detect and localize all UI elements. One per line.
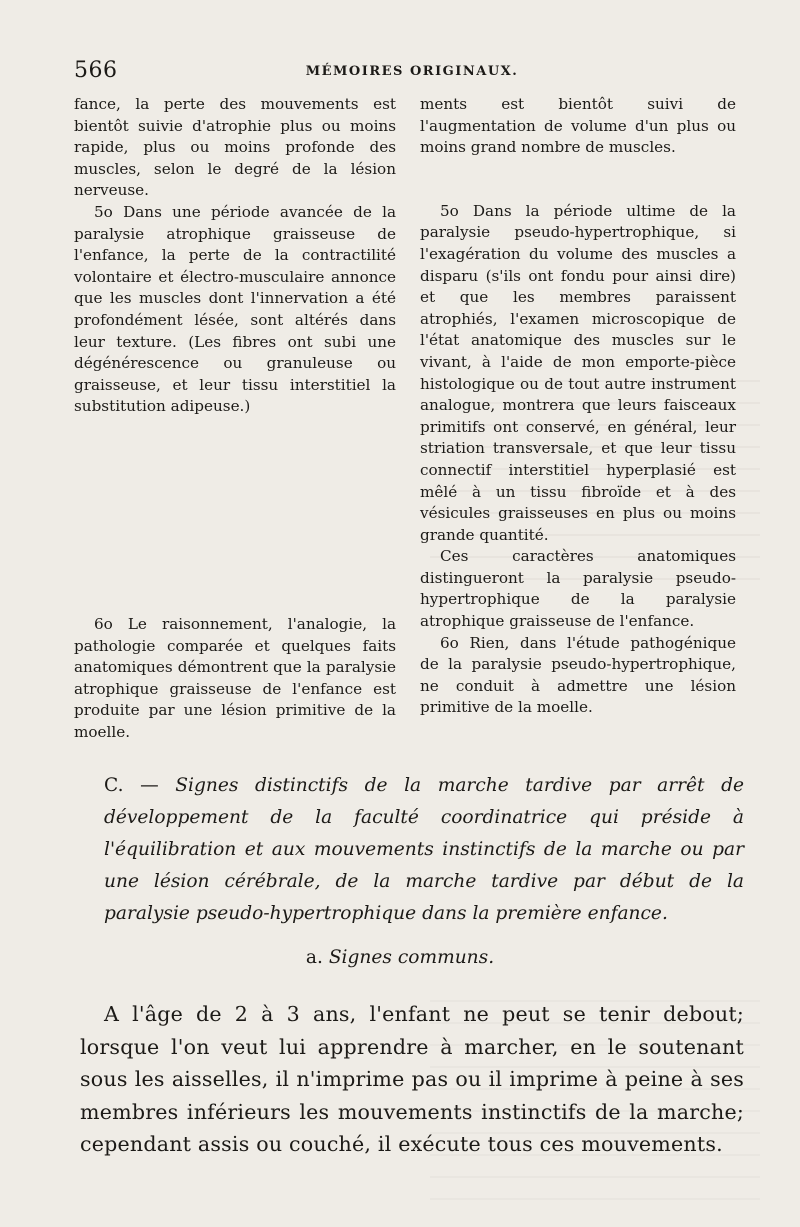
left-column-lower: [74, 614, 396, 744]
page-number: 566: [74, 58, 118, 83]
subsection-heading: [0, 944, 800, 972]
left-column-upper: [74, 94, 396, 418]
paragraph: 5o Dans la période ultime de la paralysie pseudo-hypertrophique, si l'exagération du volume des muscles a disparu (s'ils ont fondu pour ainsi dire) et que les membres paraissent atrophiés, l'examen microscopique de l'état anatomique des muscles sur le vivant, à l'aide de mon emporte-pièce histologique ou de tout autre instrument analogue, montrera que leurs faisceaux primitifs ont conservé, en général, leur striation transversale, et que leur tissu connectif interstitiel hyperplasié est mêlé à un tissu fibroïde et à des vésicules graisseuses en plus ou moins grande quantité.: [420, 201, 736, 544]
subsection-title: Signes communs.: [328, 947, 495, 968]
body-text: [80, 998, 744, 1161]
paragraph: ments est bientôt suivi de l'augmentation de volume d'un plus ou moins grand nombre de muscles.: [420, 95, 736, 157]
paragraph: 6o Le raisonnement, l'analogie, la pathologie comparée et quelques faits anatomiques démontrent que la paralysie atrophique graisseuse de l'enfance est produite par une lésion primitive de la moelle.: [74, 615, 396, 741]
right-column: [420, 94, 736, 719]
section-heading: [104, 770, 744, 930]
subsection-letter: a.: [305, 947, 323, 968]
section-label: C. —: [104, 775, 176, 796]
paragraph: fance, la perte des mouvements est bientôt suivie d'atrophie plus ou moins rapide, plus ou moins profonde des muscles, selon le degré de la lésion nerveuse.: [74, 95, 396, 200]
paragraph: Ces caractères anatomiques distingueront la paralysie pseudo-hypertrophique de la paralysie atrophique graisseuse de l'enfance.: [420, 547, 736, 631]
section-title: Signes distinctifs de la marche tardive par arrêt de développement de la faculté coordinatrice qui préside à l'équilibration et aux mouvements instinctifs de la marche ou par une lésion cérébrale, de la marche tardive par début de la paralysie pseudo-hypertrophique dans la première enfance.: [104, 775, 745, 924]
paragraph: 5o Dans une période avancée de la paralysie atrophique graisseuse de l'enfance, la perte de la contractilité volontaire et électro-musculaire annonce que les muscles dont l'innervation a été profondément lésée, sont altérés dans leur texture. (Les fibres ont subi une dégénérescence ou granuleuse ou graisseuse, et leur tissu interstitiel la substitution adipeuse.): [74, 202, 396, 416]
running-title: MÉMOIRES ORIGINAUX.: [305, 64, 519, 79]
page-header: [72, 52, 752, 82]
paragraph: 6o Rien, dans l'étude pathogénique de la paralysie pseudo-hypertrophique, ne conduit à admettre une lésion primitive de la moelle.: [420, 633, 736, 717]
paragraph: A l'âge de 2 à 3 ans, l'enfant ne peut se tenir debout; lorsque l'on veut lui apprendre à marcher, en le soutenant sous les aisselles, il n'imprime pas ou il imprime à peine à ses membres inférieurs les mouvements instinctifs de la marche; cependant assis ou couché, il exécute tous ces mouvements.: [80, 1002, 744, 1156]
